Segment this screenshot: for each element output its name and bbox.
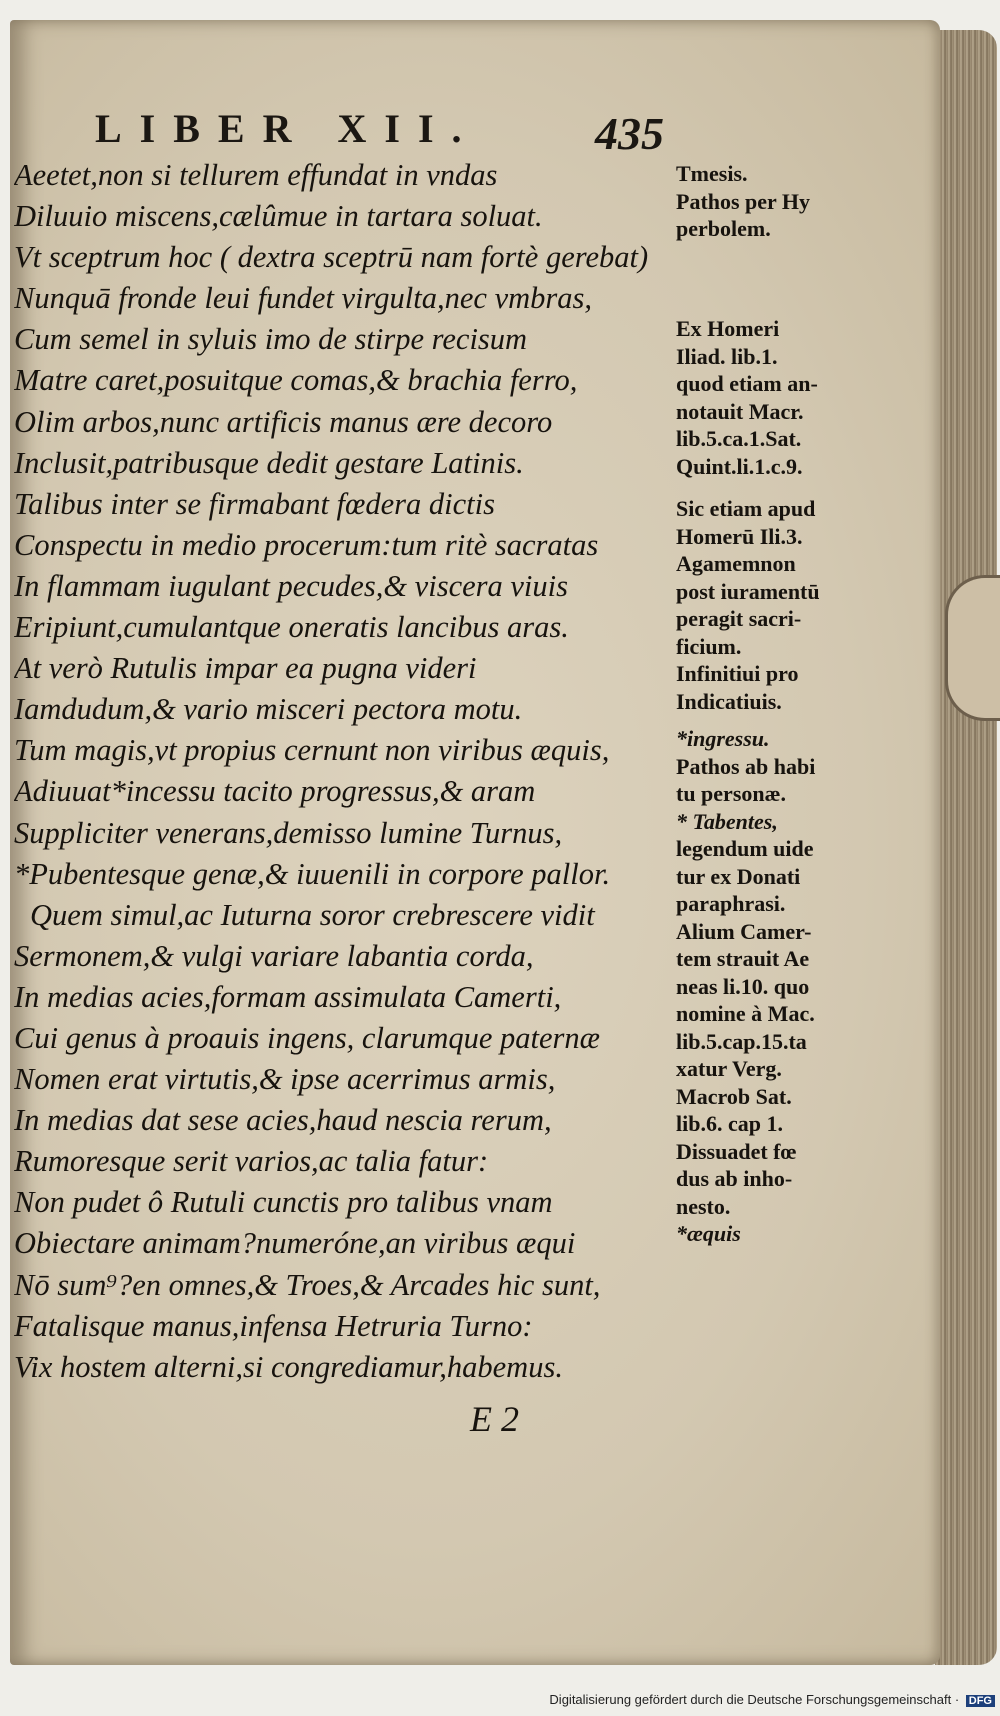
verse-line: Iamdudum,& vario misceri pectora motu. [14, 692, 523, 727]
verse-line: In medias dat sese acies,haud nescia rerum, [14, 1103, 552, 1138]
note-line: quod etiam an- [676, 371, 818, 396]
signature-mark: E 2 [470, 1399, 519, 1439]
note-line: Ex Homeri [676, 316, 780, 341]
verse-line: Obiectare animam?numeróne,an viribus æqui [14, 1226, 576, 1261]
verse-block [14, 155, 674, 1420]
verse-line: Quem simul,ac Iuturna soror crebrescere vidit [30, 897, 595, 932]
note-line: lib.6. cap 1. [676, 1111, 783, 1136]
note-line: Macrob Sat. [676, 1083, 792, 1109]
note-line: tem strauit Ae [676, 946, 810, 971]
page-number: 435 [595, 108, 664, 159]
page-edges [935, 30, 997, 1665]
note-line: * Tabentes, [676, 808, 778, 834]
book-clasp-tab [945, 575, 1000, 721]
verse-line: Cum semel in syluis imo de stirpe recisum [14, 322, 528, 357]
note-line: nesto. [676, 1193, 731, 1219]
verse-line: Suppliciter venerans,demisso lumine Turnus, [14, 815, 563, 850]
note-line: paraphrasi. [676, 891, 786, 916]
note-line: Pathos per Hy [676, 188, 811, 214]
note-line: post iuramentū [676, 578, 820, 604]
verse-line: Eripiunt,cumulantque oneratis lancibus aras. [14, 610, 569, 645]
note-line: peragit sacri- [676, 606, 802, 631]
verse-line: At verò Rutulis impar ea pugna videri [14, 651, 477, 686]
note-line: *æquis [676, 1221, 741, 1246]
verse-line: Adiuuat*incessu tacito progressus,& aram [14, 774, 536, 809]
note-line: ficium. [676, 633, 742, 659]
verse-line: Nomen erat virtutis,& ipse acerrimus armis, [14, 1062, 556, 1097]
verse-line: Non pudet ô Rutuli cunctis pro talibus vnam [14, 1185, 553, 1220]
digitization-credit: Digitalisierung gefördert durch die Deutsche Forschungsgemeinschaft · DFG [545, 1692, 995, 1712]
note-line: perbolem. [676, 216, 771, 241]
verse-line: Rumoresque serit varios,ac talia fatur: [14, 1144, 489, 1179]
verse-line: Inclusit,patribusque dedit gestare Latinis. [14, 445, 524, 480]
note-line: Tmesis. [676, 161, 748, 186]
verse-line: In flammam iugulant pecudes,& viscera viuis [14, 568, 568, 603]
note-line: legendum uide [676, 836, 814, 861]
verse-line: Nō sum⁹?en omnes,& Troes,& Arcades hic sunt, [14, 1267, 601, 1302]
note-line: tur ex Donati [676, 863, 801, 889]
verse-line: Olim arbos,nunc artificis manus ære decoro [14, 404, 553, 439]
note-line: Infinitiui pro [676, 661, 799, 686]
note-line: tu personæ. [676, 781, 787, 806]
verse-line: Matre caret,posuitque comas,& brachia ferro, [14, 363, 578, 398]
note-line: Quint.li.1.c.9. [676, 453, 803, 479]
verse-line: Diluuio miscens,cælûmue in tartara soluat. [14, 199, 543, 234]
dfg-logo: DFG [966, 1695, 995, 1707]
note-line: Iliad. lib.1. [676, 343, 778, 369]
note-line: notauit Macr. [676, 398, 804, 424]
verse-line: Tum magis,vt propius cernunt non viribus æquis, [14, 733, 610, 768]
credit-text: Digitalisierung gefördert durch die Deutsche Forschungsgemeinschaft [549, 1692, 952, 1707]
verse-line: *Pubentesque genæ,& iuuenili in corpore pallor. [14, 856, 611, 891]
verse-line: Sermonem,& vulgi variare labantia corda, [14, 938, 534, 973]
marginal-notes [676, 160, 891, 1325]
verse-line: Nunquā fronde leui fundet virgulta,nec vmbras, [14, 281, 593, 316]
note-line: xatur Verg. [676, 1056, 782, 1081]
running-head: LIBER XII. [95, 106, 480, 151]
note-line: nomine à Mac. [676, 1001, 815, 1026]
marginal-note [676, 160, 891, 243]
marginal-note [676, 315, 891, 480]
verse-line: Fatalisque manus,infensa Hetruria Turno: [14, 1308, 533, 1343]
marginal-note [676, 725, 891, 1248]
verse-line: Vt sceptrum hoc ( dextra sceptrū nam fortè gerebat) [14, 240, 649, 275]
note-line: *ingressu. [676, 726, 770, 751]
verse-line: Vix hostem alterni,si congrediamur,habemus. [14, 1349, 563, 1384]
note-line: Sic etiam apud [676, 496, 816, 521]
marginal-note [676, 495, 891, 715]
note-line: Homerū Ili.3. [676, 523, 803, 549]
verse-line: Conspectu in medio procerum:tum ritè sacratas [14, 527, 599, 562]
verse-line: In medias acies,formam assimulata Camerti, [14, 979, 562, 1014]
note-line: Alium Camer- [676, 918, 812, 944]
verse-line: Aeetet,non si tellurem effundat in vndas [14, 158, 498, 192]
note-line: lib.5.cap.15.ta [676, 1028, 807, 1054]
note-line: dus ab inho- [676, 1166, 793, 1191]
verse-line: Talibus inter se firmabant fœdera dictis [14, 486, 495, 521]
note-line: lib.5.ca.1.Sat. [676, 426, 802, 451]
note-line: Agamemnon [676, 551, 796, 576]
note-line: Pathos ab habi [676, 753, 816, 779]
note-line: Indicatiuis. [676, 688, 782, 714]
verse-line: Cui genus à proauis ingens, clarumque paternæ [14, 1020, 600, 1055]
note-line: Dissuadet fœ [676, 1138, 797, 1164]
note-line: neas li.10. quo [676, 973, 810, 999]
